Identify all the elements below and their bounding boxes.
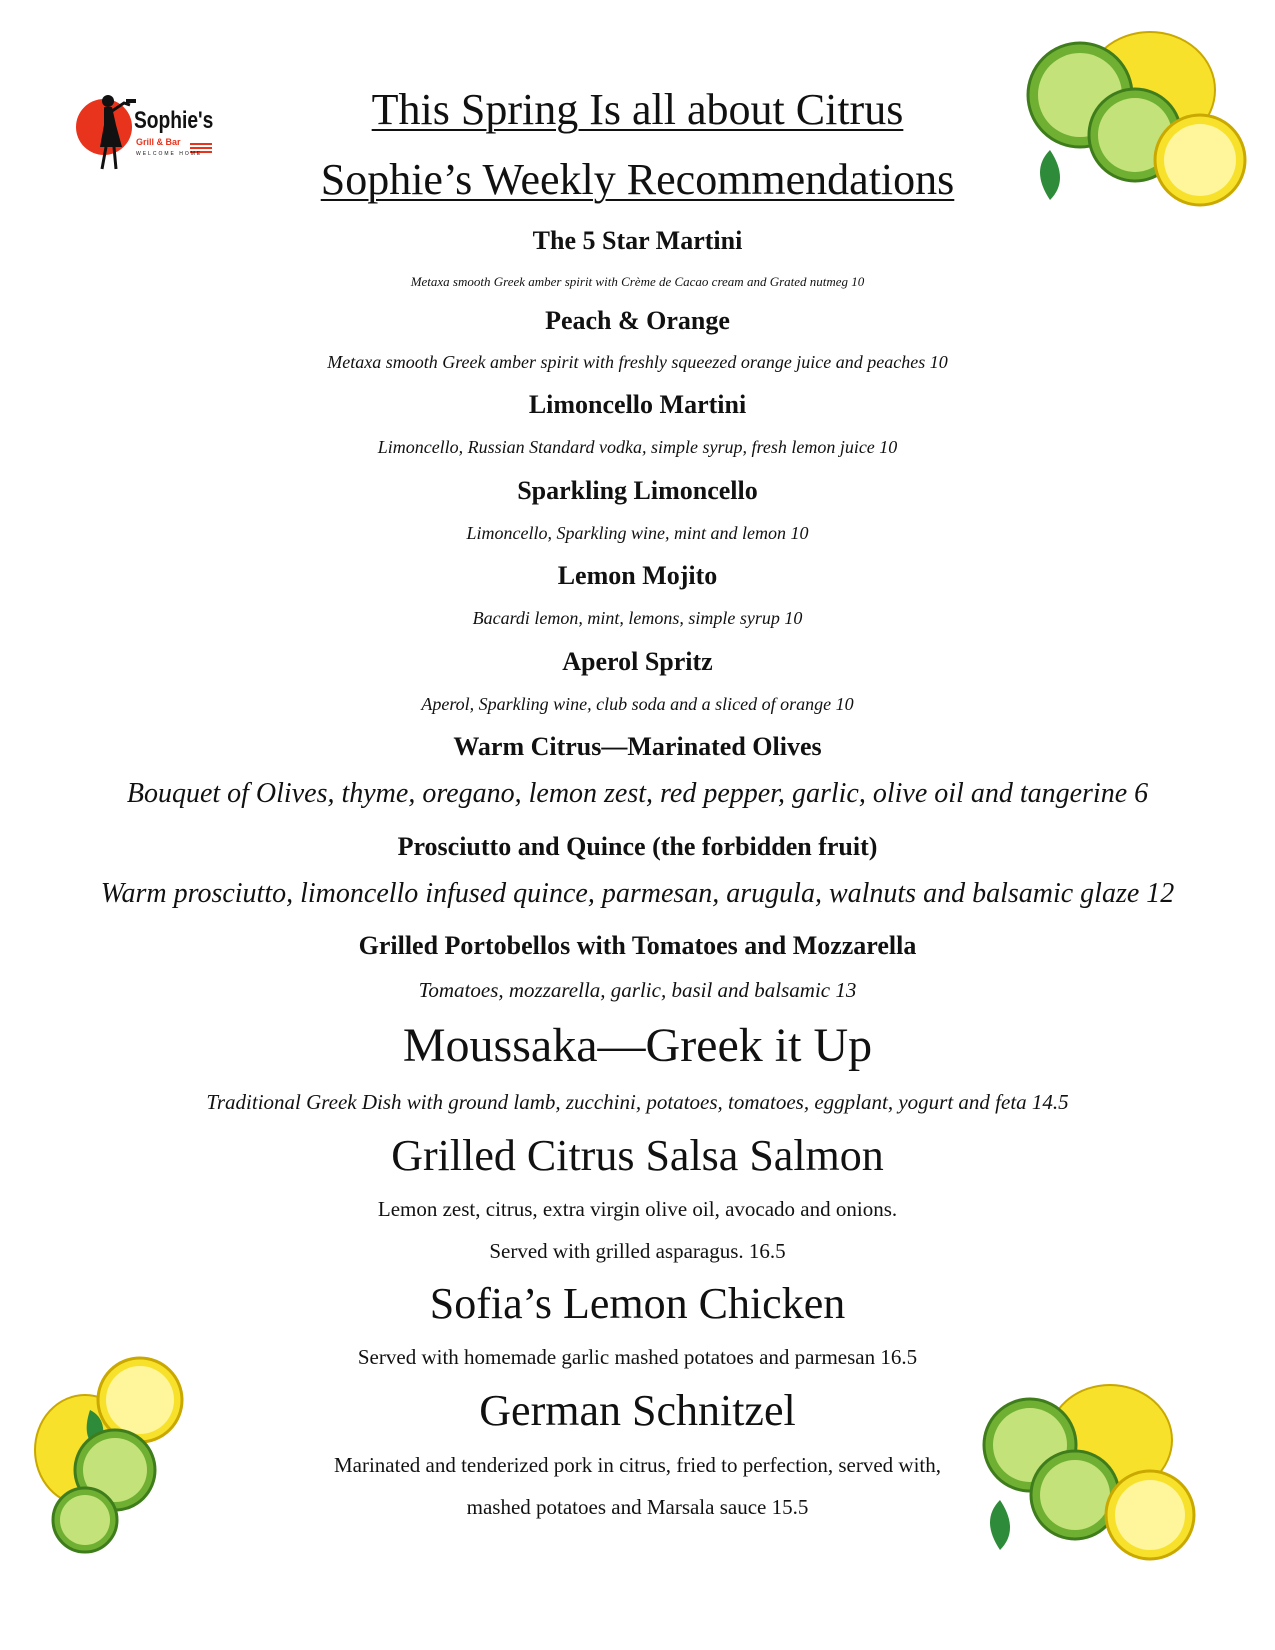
logo-subtag: WELCOME HOME: [136, 151, 203, 157]
item-title: Lemon Mojito: [557, 561, 718, 590]
item-description: Metaxa smooth Greek amber spirit with Crème de Cacao cream and Grated nutmeg 10: [410, 274, 865, 289]
item-description: Metaxa smooth Greek amber spirit with freshly squeezed orange juice and peaches 10: [327, 352, 948, 372]
item-description: Served with grilled asparagus. 16.5: [489, 1239, 786, 1263]
item-description: Warm prosciutto, limoncello infused quince, parmesan, arugula, walnuts and balsamic glaze 12: [100, 878, 1175, 909]
item-description: Limoncello, Sparkling wine, mint and lemon 10: [466, 523, 809, 543]
item-description: Served with homemade garlic mashed potatoes and parmesan 16.5: [357, 1345, 918, 1369]
item-title: Grilled Citrus Salsa Salmon: [391, 1131, 884, 1180]
item-description: mashed potatoes and Marsala sauce 15.5: [466, 1495, 809, 1519]
item-description: Tomatoes, mozzarella, garlic, basil and balsamic 13: [418, 978, 857, 1002]
item-description: Bouquet of Olives, thyme, oregano, lemon zest, red pepper, garlic, olive oil and tangerine 6: [126, 778, 1149, 809]
logo-name: Sophie's: [134, 107, 214, 134]
page-subtitle: Sophie’s Weekly Recommendations: [320, 155, 955, 204]
item-title: Sofia’s Lemon Chicken: [429, 1279, 846, 1328]
item-title: Grilled Portobellos with Tomatoes and Mozzarella: [358, 931, 917, 960]
item-title: Aperol Spritz: [562, 647, 713, 676]
item-description: Bacardi lemon, mint, lemons, simple syrup 10: [472, 608, 803, 628]
item-description: Limoncello, Russian Standard vodka, simple syrup, fresh lemon juice 10: [377, 437, 898, 457]
item-title: The 5 Star Martini: [532, 226, 743, 255]
item-description: Lemon zest, citrus, extra virgin olive oil, avocado and onions.: [377, 1197, 898, 1221]
item-title: Prosciutto and Quince (the forbidden fruit): [397, 832, 878, 861]
item-description: Traditional Greek Dish with ground lamb, zucchini, potatoes, tomatoes, eggplant, yogurt and feta 14.5: [206, 1090, 1069, 1114]
item-title: Moussaka—Greek it Up: [402, 1019, 873, 1072]
item-title: Warm Citrus—Marinated Olives: [453, 732, 822, 761]
logo-tagline: Grill & Bar: [136, 137, 181, 147]
item-title: Peach & Orange: [545, 306, 730, 335]
item-title: German Schnitzel: [479, 1386, 796, 1435]
item-title: Sparkling Limoncello: [517, 476, 758, 505]
item-description: Aperol, Sparkling wine, club soda and a sliced of orange 10: [421, 694, 854, 714]
item-description: Marinated and tenderized pork in citrus, fried to perfection, served with,: [333, 1453, 942, 1477]
page-title: This Spring Is all about Citrus: [371, 85, 904, 134]
item-title: Limoncello Martini: [528, 390, 747, 419]
